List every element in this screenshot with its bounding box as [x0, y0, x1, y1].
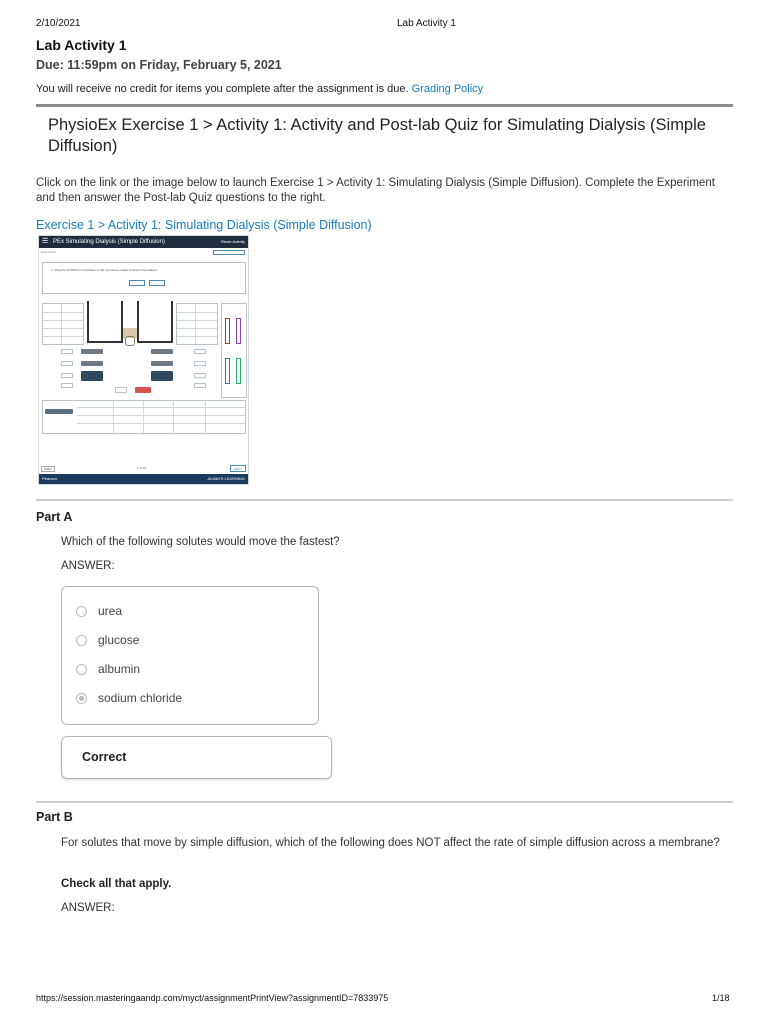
option-urea[interactable] [62, 604, 318, 620]
due-date: Due: 11:59pm on Friday, February 5, 2021 [36, 58, 282, 72]
thumb-dispense-4 [151, 361, 173, 366]
part-a-divider [36, 499, 733, 501]
exercise-intro: Click on the link or the image below to launch Exercise 1 > Activity 1: Simulating Dialysis (Simple Diffusion). Complete the Experiment and then answer the Post-lab Quiz questions to the right. [36, 177, 715, 204]
option-label: urea [98, 604, 123, 618]
part-a-answer-label: ANSWER: [61, 560, 115, 572]
thumb-timer [115, 387, 127, 393]
part-b-divider [36, 801, 733, 803]
menu-icon: ☰ [42, 238, 49, 245]
print-title: Lab Activity 1 [397, 18, 456, 29]
grading-policy-link[interactable]: Grading Policy [411, 83, 484, 95]
thumb-instruction: 1. Drag the 20 MWCO membrane to the membrane holder between the beakers. [51, 268, 159, 272]
thumb-dispense-3 [151, 349, 173, 354]
footer-url: https://session.masteringaandp.com/myct/assignmentPrintView?assignmentID=7833975 [36, 993, 389, 1003]
feedback-correct: Correct [82, 750, 127, 764]
credit-notice [36, 83, 483, 95]
thumb-footer [39, 474, 248, 484]
radio-albumin[interactable] [76, 664, 87, 675]
radio-glucose[interactable] [76, 635, 87, 646]
feedback-box [61, 736, 332, 779]
footer-page: 1/18 [712, 993, 730, 1003]
part-a-label: Part A [36, 510, 73, 524]
simulation-thumbnail[interactable] [38, 235, 249, 485]
thumb-tab: Experiment [41, 250, 57, 254]
option-sodium-chloride[interactable] [62, 691, 318, 707]
part-a-options [61, 586, 319, 725]
thumb-header-right: Reset Activity [220, 239, 245, 244]
option-glucose[interactable] [62, 633, 318, 649]
thumb-header [39, 236, 248, 248]
thumb-prev-button: PREV [41, 466, 55, 472]
thumb-deionized-left [81, 371, 103, 381]
thumb-instruction-panel [42, 262, 246, 294]
thumb-next-button: NEXT [230, 465, 246, 472]
thumb-left-table [42, 303, 84, 345]
radio-urea[interactable] [76, 606, 87, 617]
thumb-tab-button [213, 250, 245, 255]
thumb-dispense-1 [81, 349, 103, 354]
option-label: glucose [98, 633, 140, 647]
print-date: 2/10/2021 [36, 18, 81, 29]
assignment-title: Lab Activity 1 [36, 37, 127, 53]
thumb-footer-right: ALWAYS LEARNING [207, 476, 245, 481]
option-albumin[interactable] [62, 662, 318, 678]
part-b-instruction: Check all that apply. [61, 878, 172, 890]
exercise-title: PhysioEx Exercise 1 > Activity 1: Activity and Post-lab Quiz for Simulating Dialysis (Simple Diffusion) [48, 116, 706, 155]
thumb-right-table [176, 303, 218, 345]
thumb-holder-base [125, 336, 135, 346]
part-b-label: Part B [36, 810, 73, 824]
thumb-right-beaker [137, 301, 173, 343]
thumb-btn-a [129, 280, 145, 286]
part-b-question: For solutes that move by simple diffusion, which of the following does NOT affect the rate of simple diffusion across a membrane? [61, 837, 720, 849]
exercise-link[interactable]: Exercise 1 > Activity 1: Simulating Dialysis (Simple Diffusion) [36, 218, 372, 232]
thumb-membranes-panel [221, 303, 247, 398]
radio-sodium-chloride[interactable] [76, 693, 87, 704]
thumb-deionized-right [151, 371, 173, 381]
thumb-results-table [42, 400, 246, 434]
thumb-btn-b [149, 280, 165, 286]
thumb-header-title: PEx Simulating Dialysis (Simple Diffusion) [53, 239, 165, 245]
header-divider [36, 104, 733, 107]
credit-notice-text: You will receive no credit for items you complete after the assignment is due. [36, 83, 409, 95]
option-label: albumin [98, 662, 141, 676]
thumb-footer-left: Pearson [42, 476, 57, 481]
thumb-page-indicator: 1 of 15 [137, 466, 147, 470]
option-label: sodium chloride [98, 691, 183, 705]
thumb-left-beaker [87, 301, 123, 343]
part-b-answer-label: ANSWER: [61, 902, 115, 914]
thumb-start-button [135, 387, 151, 393]
thumb-dispense-2 [81, 361, 103, 366]
part-a-question: Which of the following solutes would move the fastest? [61, 536, 340, 548]
